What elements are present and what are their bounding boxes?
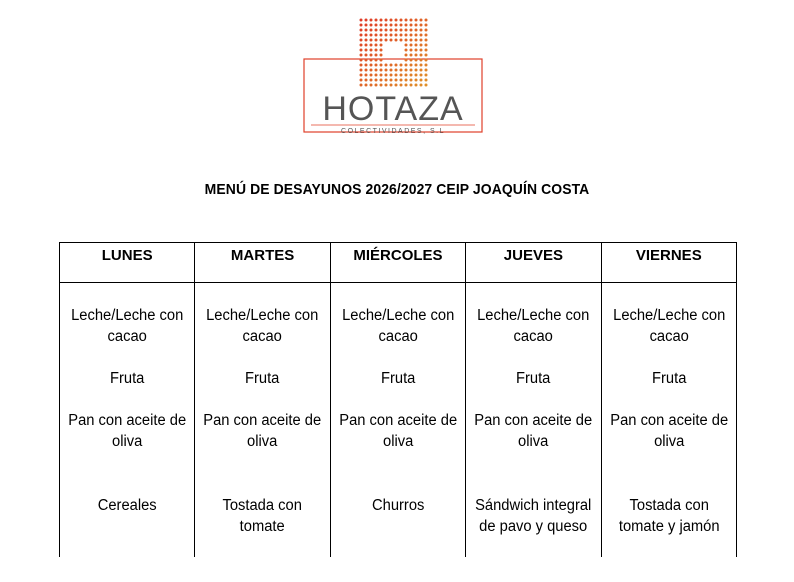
logo-dot bbox=[400, 24, 403, 27]
logo-dot bbox=[405, 84, 408, 87]
logo-dot bbox=[420, 84, 423, 87]
logo-dot bbox=[395, 64, 398, 67]
logo-dot bbox=[410, 69, 413, 72]
logo-dot bbox=[400, 79, 403, 82]
logo-dot bbox=[395, 74, 398, 77]
logo-dot bbox=[365, 44, 368, 47]
logo-dot bbox=[390, 34, 393, 37]
day-column bbox=[195, 283, 330, 558]
logo-dot bbox=[375, 34, 378, 37]
logo-dot bbox=[400, 29, 403, 32]
logo-dot bbox=[425, 39, 428, 42]
logo-dot bbox=[415, 79, 418, 82]
logo-dot bbox=[365, 19, 368, 22]
logo-dot bbox=[375, 29, 378, 32]
logo-dot bbox=[360, 19, 363, 22]
logo-dot bbox=[405, 39, 408, 42]
logo-dot bbox=[380, 34, 383, 37]
logo-dot bbox=[425, 54, 428, 57]
logo-dot bbox=[390, 79, 393, 82]
menu-item: Pan con aceite de oliva bbox=[203, 412, 322, 450]
logo-dot bbox=[370, 34, 373, 37]
logo-dot bbox=[410, 24, 413, 27]
table-header-row bbox=[60, 243, 737, 283]
logo-dot bbox=[425, 59, 428, 62]
logo-dot bbox=[385, 29, 388, 32]
menu-item: Leche/Leche con cacao bbox=[71, 307, 184, 345]
logo-dot bbox=[425, 44, 428, 47]
menu-item: Pan con aceite de oliva bbox=[609, 412, 728, 450]
logo-dot-pattern bbox=[360, 19, 428, 87]
menu-item: Tostada con tomate y jamón bbox=[618, 497, 720, 535]
menu-item: Fruta bbox=[109, 370, 145, 387]
logo-dot bbox=[415, 59, 418, 62]
logo-dot bbox=[420, 49, 423, 52]
logo-dot bbox=[415, 29, 418, 32]
logo-dot bbox=[405, 44, 408, 47]
logo-dot bbox=[360, 39, 363, 42]
logo-dot bbox=[410, 59, 413, 62]
logo-dot bbox=[425, 64, 428, 67]
logo-dot bbox=[370, 59, 373, 62]
logo-dot bbox=[425, 24, 428, 27]
logo-dot bbox=[370, 24, 373, 27]
logo-dot bbox=[385, 84, 388, 87]
logo-dot bbox=[360, 84, 363, 87]
logo-dot bbox=[415, 74, 418, 77]
logo-dot bbox=[360, 54, 363, 57]
logo-dot bbox=[380, 74, 383, 77]
logo-dot bbox=[425, 29, 428, 32]
menu-item: Leche/Leche con cacao bbox=[612, 307, 725, 345]
logo-dot bbox=[420, 79, 423, 82]
logo-dot bbox=[410, 49, 413, 52]
logo-dot bbox=[380, 64, 383, 67]
logo-dot bbox=[415, 84, 418, 87]
logo-dot bbox=[420, 34, 423, 37]
logo-dot bbox=[360, 59, 363, 62]
company-logo bbox=[303, 18, 483, 134]
logo-dot bbox=[400, 64, 403, 67]
menu-item: Tostada con tomate bbox=[222, 497, 303, 535]
logo-dot bbox=[395, 24, 398, 27]
logo-dot bbox=[365, 29, 368, 32]
logo-dot bbox=[415, 54, 418, 57]
logo-dot bbox=[375, 59, 378, 62]
logo-dot bbox=[395, 84, 398, 87]
logo-dot bbox=[375, 64, 378, 67]
logo-dot bbox=[385, 64, 388, 67]
day-header: MARTES bbox=[195, 243, 330, 283]
logo-dot bbox=[365, 74, 368, 77]
logo-dot bbox=[400, 69, 403, 72]
logo-dot bbox=[405, 24, 408, 27]
logo-dot bbox=[360, 74, 363, 77]
logo-dot bbox=[380, 39, 383, 42]
logo-dot bbox=[365, 49, 368, 52]
logo-dot bbox=[425, 69, 428, 72]
logo-dot bbox=[410, 79, 413, 82]
page-title: MENÚ DE DESAYUNOS 2026/2027 CEIP JOAQUÍN COSTA bbox=[204, 181, 590, 198]
logo-dot bbox=[370, 19, 373, 22]
logo-dot bbox=[385, 74, 388, 77]
logo-dot bbox=[385, 69, 388, 72]
logo-dot bbox=[380, 84, 383, 87]
logo-dot bbox=[380, 59, 383, 62]
logo-dot bbox=[410, 34, 413, 37]
day-header: LUNES bbox=[60, 243, 195, 283]
logo-dot bbox=[415, 34, 418, 37]
logo-dot bbox=[370, 84, 373, 87]
logo-dot bbox=[425, 34, 428, 37]
day-column bbox=[601, 283, 736, 558]
breakfast-menu-table bbox=[59, 242, 737, 557]
logo-dot bbox=[360, 69, 363, 72]
logo-dot bbox=[405, 29, 408, 32]
logo-dot bbox=[395, 39, 398, 42]
logo-dot bbox=[365, 34, 368, 37]
logo-dot bbox=[375, 74, 378, 77]
logo-dot bbox=[380, 49, 383, 52]
day-column bbox=[330, 283, 465, 558]
logo-dot bbox=[365, 84, 368, 87]
logo-dot bbox=[365, 69, 368, 72]
day-header: VIERNES bbox=[601, 243, 736, 283]
logo-dot bbox=[410, 84, 413, 87]
logo-dot bbox=[415, 64, 418, 67]
logo-dot bbox=[410, 54, 413, 57]
logo-dot bbox=[390, 84, 393, 87]
logo-dot bbox=[420, 29, 423, 32]
logo-dot bbox=[380, 29, 383, 32]
logo-dot bbox=[375, 24, 378, 27]
logo-graphic bbox=[303, 18, 483, 134]
logo-dot bbox=[405, 19, 408, 22]
logo-dot bbox=[395, 79, 398, 82]
logo-dot bbox=[420, 19, 423, 22]
logo-dot bbox=[420, 64, 423, 67]
logo-dot bbox=[370, 39, 373, 42]
logo-dot bbox=[405, 69, 408, 72]
logo-dot bbox=[410, 19, 413, 22]
logo-dot bbox=[375, 54, 378, 57]
menu-item: Cereales bbox=[97, 497, 157, 514]
logo-dot bbox=[380, 54, 383, 57]
logo-dot bbox=[400, 74, 403, 77]
logo-dot bbox=[365, 24, 368, 27]
logo-dot bbox=[385, 39, 388, 42]
menu-item: Leche/Leche con cacao bbox=[341, 307, 455, 345]
logo-dot bbox=[395, 69, 398, 72]
menu-item: Leche/Leche con cacao bbox=[206, 307, 319, 345]
logo-dot bbox=[370, 79, 373, 82]
logo-dot bbox=[405, 74, 408, 77]
logo-dot bbox=[390, 29, 393, 32]
logo-dot bbox=[405, 59, 408, 62]
logo-dot bbox=[370, 54, 373, 57]
menu-item: Sándwich integral de pavo y queso bbox=[475, 497, 592, 535]
logo-dot bbox=[410, 74, 413, 77]
logo-dot bbox=[400, 19, 403, 22]
logo-dot bbox=[400, 34, 403, 37]
logo-dot bbox=[410, 44, 413, 47]
logo-dot bbox=[400, 39, 403, 42]
logo-dot bbox=[365, 54, 368, 57]
logo-dot bbox=[405, 64, 408, 67]
logo-dot bbox=[380, 44, 383, 47]
logo-dot bbox=[360, 64, 363, 67]
table-row bbox=[60, 283, 737, 558]
logo-dot bbox=[420, 44, 423, 47]
logo-dot bbox=[390, 24, 393, 27]
logo-dot bbox=[425, 74, 428, 77]
logo-dot bbox=[380, 69, 383, 72]
logo-dot bbox=[395, 29, 398, 32]
menu-item: Churros bbox=[371, 497, 425, 514]
logo-dot bbox=[360, 44, 363, 47]
logo-dot bbox=[380, 19, 383, 22]
logo-dot bbox=[375, 49, 378, 52]
logo-dot bbox=[415, 39, 418, 42]
day-column bbox=[60, 283, 195, 558]
day-header: JUEVES bbox=[466, 243, 601, 283]
logo-dot bbox=[380, 24, 383, 27]
logo-dot bbox=[390, 69, 393, 72]
logo-dot bbox=[425, 49, 428, 52]
menu-item: Fruta bbox=[516, 370, 551, 387]
logo-dot bbox=[390, 64, 393, 67]
logo-dot bbox=[415, 44, 418, 47]
logo-dot bbox=[400, 84, 403, 87]
logo-dot bbox=[410, 39, 413, 42]
logo-dot bbox=[415, 49, 418, 52]
logo-dot bbox=[405, 54, 408, 57]
logo-subtitle: COLECTIVIDADES, S.L bbox=[341, 128, 445, 134]
logo-dot bbox=[405, 79, 408, 82]
logo-dot bbox=[365, 39, 368, 42]
logo-dot bbox=[360, 49, 363, 52]
logo-dot bbox=[370, 49, 373, 52]
logo-dot bbox=[425, 79, 428, 82]
menu-item: Fruta bbox=[245, 370, 280, 387]
logo-dot bbox=[405, 34, 408, 37]
logo-dot bbox=[370, 29, 373, 32]
logo-dot bbox=[380, 79, 383, 82]
logo-dot bbox=[425, 19, 428, 22]
logo-dot bbox=[390, 39, 393, 42]
day-column bbox=[466, 283, 601, 558]
logo-dot bbox=[375, 44, 378, 47]
logo-dot bbox=[420, 39, 423, 42]
logo-dot bbox=[375, 69, 378, 72]
logo-dot bbox=[365, 79, 368, 82]
logo-dot bbox=[360, 34, 363, 37]
day-header: MIÉRCOLES bbox=[330, 243, 465, 283]
menu-item: Fruta bbox=[651, 370, 686, 387]
logo-dot bbox=[370, 74, 373, 77]
logo-dot bbox=[360, 29, 363, 32]
menu-item: Pan con aceite de oliva bbox=[474, 412, 593, 450]
logo-dot bbox=[410, 29, 413, 32]
logo-dot bbox=[385, 34, 388, 37]
logo-wordmark: HOTAZA bbox=[322, 90, 464, 128]
logo-dot bbox=[395, 34, 398, 37]
logo-dot bbox=[405, 49, 408, 52]
logo-dot bbox=[375, 84, 378, 87]
logo-dot bbox=[385, 79, 388, 82]
menu-item: Pan con aceite de oliva bbox=[68, 412, 187, 450]
logo-dot bbox=[420, 69, 423, 72]
logo-dot bbox=[370, 64, 373, 67]
logo-dot bbox=[370, 69, 373, 72]
menu-item: Fruta bbox=[380, 370, 416, 387]
logo-dot bbox=[390, 19, 393, 22]
logo-dot bbox=[420, 59, 423, 62]
logo-dot bbox=[425, 84, 428, 87]
logo-dot bbox=[415, 19, 418, 22]
logo-dot bbox=[390, 74, 393, 77]
logo-dot bbox=[360, 79, 363, 82]
logo-dot bbox=[415, 24, 418, 27]
menu-item: Pan con aceite de oliva bbox=[339, 412, 457, 450]
logo-dot bbox=[375, 39, 378, 42]
logo-dot bbox=[365, 64, 368, 67]
logo-dot bbox=[415, 69, 418, 72]
logo-dot bbox=[420, 24, 423, 27]
logo-dot bbox=[360, 24, 363, 27]
logo-dot bbox=[385, 19, 388, 22]
menu-item: Leche/Leche con cacao bbox=[477, 307, 590, 345]
logo-dot bbox=[375, 19, 378, 22]
logo-dot bbox=[420, 74, 423, 77]
logo-dot bbox=[395, 19, 398, 22]
logo-dot bbox=[385, 24, 388, 27]
logo-dot bbox=[420, 54, 423, 57]
logo-dot bbox=[375, 79, 378, 82]
logo-dot bbox=[370, 44, 373, 47]
logo-dot bbox=[365, 59, 368, 62]
logo-dot bbox=[410, 64, 413, 67]
